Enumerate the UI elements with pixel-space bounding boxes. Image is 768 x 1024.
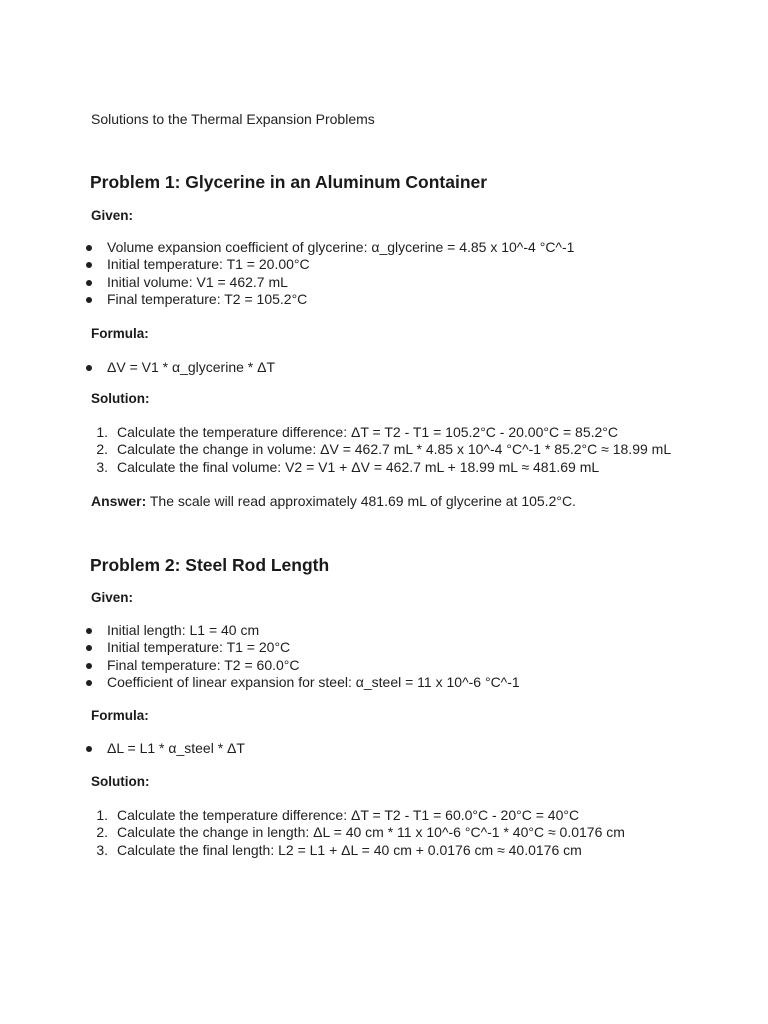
document-page: Solutions to the Thermal Expansion Problems Problem 1: Glycerine in an Aluminum Container Given: Volume expansion coefficient of glycerine: α_glycerine = 4.85 x 10^-4 °C^-1 Initial temperature: T1 = 20.00°C Initial volume: V1 = 462.7 mL Final temperature: T2 = 105.2°C Formula: ΔV = V1 * α_glycerine * ΔT Solution: 1. Calculate the temperature difference: ΔT = T2 - T1 = 105.2°C - 20.00°C = 85.2°C 2. Calculate the change in volume: ΔV = 462.7 mL * 4.85 x 10^-4 °C^-1 * 85.2°C ≈ 18.99 mL 3. Calculate the final volume: V2 = V1 + ΔV = 462.7 mL + 18.99 mL ≈ 481.69 mL Answer: The scale will read approximately 481.69 mL of glycerine at 105.2°C. Problem 2: Steel Rod Length Given: Initial length: L1 = 40 cm Initial temperature: T1 = 20°C Final temperature: T2 = 60.0°C Coefficient of linear expansion for steel: α_steel = 11 x 10^-6 °C^-1 Formula: ΔL = L1 * α_steel * ΔT Solution: 1. Calculate the temperature difference: ΔT = T2 - T1 = 60.0°C - 20°C = 40°C 2. Calculate the change in length: ΔL = 40 cm * 11 x 10^-6 °C^-1 * 40°C ≈ 0.0176 cm 3. Calculate the final length: L2 = L1 + ΔL = 40 cm + 0.0176 cm ≈ 40.0176 cm <box>0 0 768 1024</box>
problem-1-answer <box>91 493 576 510</box>
bullet-icon <box>86 365 92 371</box>
bullet-icon <box>86 297 92 303</box>
problem-1-formula-label: Formula: <box>91 326 149 341</box>
bullet-icon <box>86 680 92 686</box>
problem-1-heading: Problem 1: Glycerine in an Aluminum Container <box>90 172 488 192</box>
bullet-icon <box>86 663 92 669</box>
document-title: Solutions to the Thermal Expansion Problems <box>91 111 375 127</box>
problem-2-formula-label: Formula: <box>91 708 149 723</box>
problem-1-given-label: Given: <box>91 208 134 223</box>
bullet-icon <box>86 628 92 634</box>
bullet-icon <box>86 280 92 286</box>
answer-label: Answer: <box>91 493 147 509</box>
bullet-icon <box>86 262 92 268</box>
bullet-icon <box>86 245 92 251</box>
problem-1-solution-label: Solution: <box>91 391 150 406</box>
problem-2-heading: Problem 2: Steel Rod Length <box>90 555 330 575</box>
bullet-icon <box>86 746 92 752</box>
answer-text: The scale will read approximately 481.69 mL of glycerine at 105.2°C. <box>146 493 576 509</box>
bullet-icon <box>86 645 92 651</box>
problem-2-solution-label: Solution: <box>91 774 150 789</box>
problem-2-given-label: Given: <box>91 590 134 605</box>
